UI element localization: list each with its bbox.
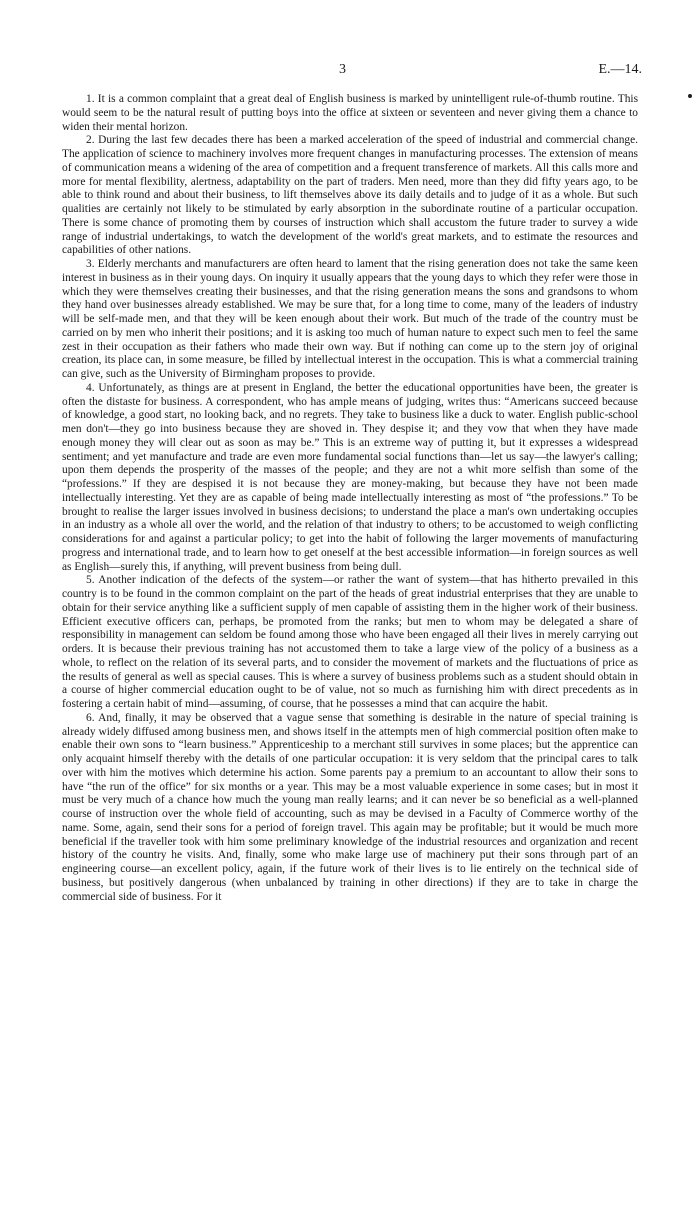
paragraph-5: 5. Another indication of the defects of the system—or rather the want of system—that has hitherto prevailed in this country is to be found in the common complaint on the part of the heads of great industrial enterprises that they are unable to obtain for their service anything like a sufficient supply of men capable of assisting them in the higher work of their business. Efficient executive officers can, perhaps, be promoted from the ranks; but men to whom may be delegated a share of responsibility in management can seldom be found among those who have been engaged all their lives in merely carrying out orders. It is because their previous training has not accustomed them to take a large view of the policy of a business as a whole, to reflect on the relation of its several parts, and to consider the movement of markets and the fluctuations of price as the results of general as well as special causes. This is where a survey of business problems such as a student should obtain in a course of higher commercial education ought to be of value, not so much as furnishing him with direct precedents as in fostering a certain habit of mind—assuming, of course, that he possesses a mind that can acquire the habit.	[62, 574, 638, 710]
paragraph-4: 4. Unfortunately, as things are at present in England, the better the educational opportunities have been, the greater is often the distaste for business. A correspondent, who has ample means of judging, writes thus: “Americans succeed because of knowledge, a good start, no looking back, and no regrets. They take to business like a duck to water. English public-school men don't—they go into business because they are shoved in. They despise it; and they vow that when they have made enough money they will clear out as soon as may be.” This is an extreme way of putting it, but it expresses a widespread sentiment; and yet manufacture and trade are even more fundamental social functions than—let us say—the lawyer's calling; upon them depends the prosperity of the masses of the people; and they are not a whit more selfish than some of the “professions.” If they are despised it is not because they are money-making, but because they have not been made intellectually interesting. Yet they are as capable of being made intellectually interesting as most of “the professions.” To be brought to realise the larger issues involved in business decisions; to understand the place a man's own undertaking occupies in an industry as a whole all over the world, and the relation of that industry to others; to be accustomed to weigh conflicting considerations for and against a particular policy; to get into the habit of following the larger movements of manufacturing progress and international trade, and to learn how to get oneself at the best accessible information—in foreign sources as well as English—surely this, if anything, will prevent business from being dull.	[62, 381, 638, 573]
margin-dot	[688, 94, 692, 98]
paragraph-3: 3. Elderly merchants and manufacturers are often heard to lament that the rising generation does not take the same keen interest in business as in their young days. On inquiry it usually appears that the young days to which they refer were those in which they were themselves creating their businesses, and that the rising generation means the sons and grandsons to whom they hand over businesses already established. We may be sure that, for a long time to come, many of the leaders of industry will be self-made men, and that they will be keen enough about their work. But much of the trade of the country must be carried on by men who inherit their positions; and it is asking too much of human nature to expect such men to feel the same zest in their occupation as their fathers who made their own way. But if nothing can come up to the stern joy of original creation, its place can, in some measure, be filled by intellectual interest in the occupation. This is what a commercial training can give, such as the University of Birmingham proposes to provide.	[62, 258, 638, 380]
page-header	[0, 62, 700, 80]
paragraph-6: 6. And, finally, it may be observed that a vague sense that something is desirable in the nature of special training is already widely diffused among business men, and shows itself in the attempts men of high commercial position often make to enable their own sons to “learn business.” Apprenticeship to a merchant still survives in some places; but the apprentice can only acquaint himself thereby with the details of one particular occupation: it is very seldom that the principal cares to talk over with him the motives which determine his action. Some parents pay a premium to an accountant to allow their sons to have “the run of the office” for six months or a year. This may be a most valuable experience in some cases; but in most it must be very much of a chance how much the young man really learns; and it can never be so beneficial as a well-planned course of instruction over the whole field of accounting, such as may be devised in a Faculty of Commerce worthy of the name. Some, again, send their sons for a period of foreign travel. This again may be profitable; but it would be much more beneficial if the traveller took with him some preliminary knowledge of the industrial resources and organization and recent history of the country he visits. And, finally, some who make large use of machinery put their sons through part of an engineering course—an excellent policy, again, if the future work of their lives is to lie entirely on the technical side of business, but positively dangerous (when unbalanced by training in other directions) if they are to take in charge the commercial side of business. For it	[62, 711, 638, 903]
paragraph-1: 1. It is a common complaint that a great deal of English business is marked by unintelligent rule-of-thumb routine. This would seem to be the natural result of putting boys into the office at sixteen or seventeen and never giving them a chance to widen their mental horizon.	[62, 93, 638, 133]
page-number: 3	[339, 62, 346, 77]
paragraph-2: 2. During the last few decades there has been a marked acceleration of the speed of industrial and commercial change. The application of science to machinery involves more frequent changes in manufacturing processes. The extension of means of communication means a widening of the area of competition and a frequent transference of markets. All this calls more and more for mental flexibility, alertness, adaptability on the part of traders. Men need, more than they did fifty years ago, to be able to think round and about their business, to lift themselves above its daily details and to judge of it as a whole. But such qualities are certainly not likely to be stimulated by early absorption in the subordinate routine of a particular occupation. There is some chance of promoting them by courses of instruction which shall accustom the future trader to survey a wide range of industrial undertakings, to watch the development of the world's great markets, and to estimate the resources and capabilities of other nations.	[62, 134, 638, 257]
document-reference: E.—14.	[598, 62, 642, 77]
body-text	[62, 93, 638, 904]
